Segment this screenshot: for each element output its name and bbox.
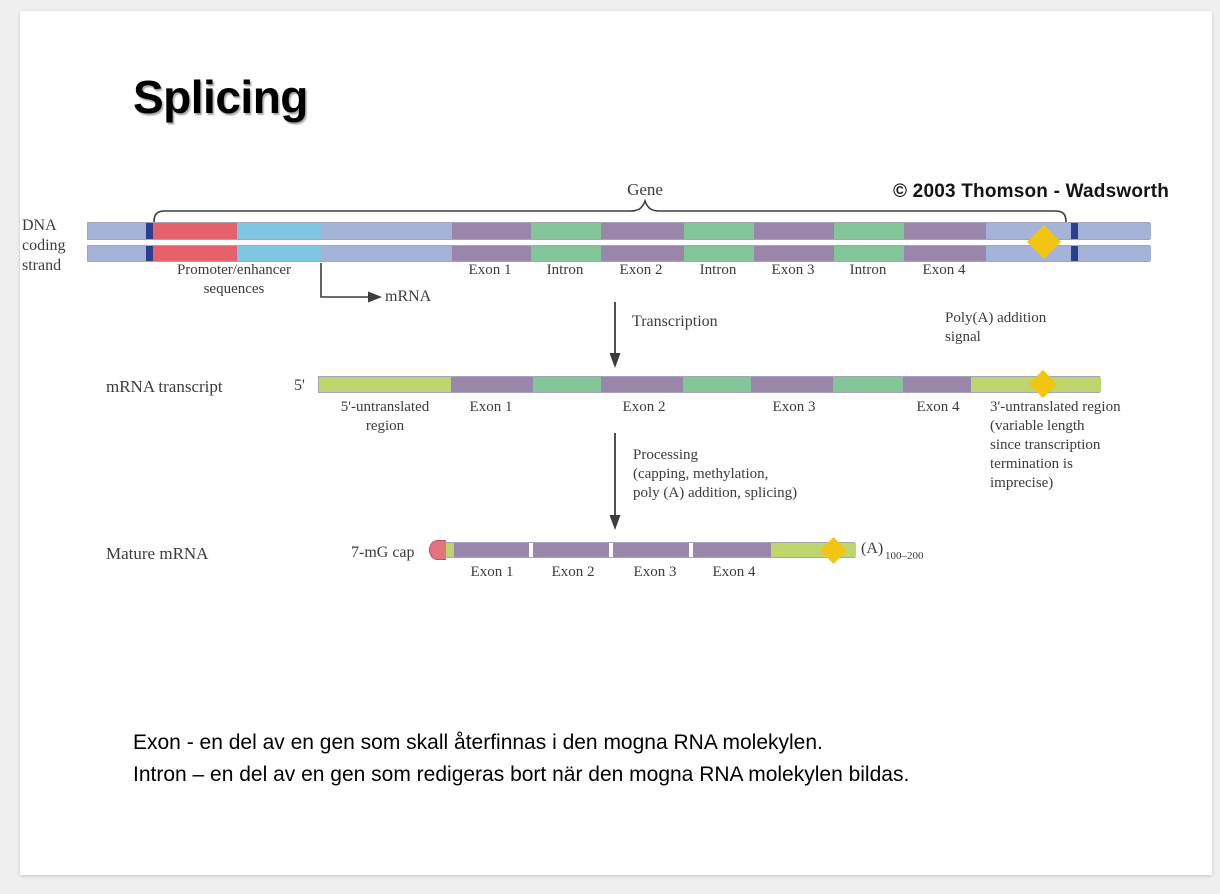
- seven-mg-cap-label: 7-mG cap: [351, 544, 415, 561]
- segment-purple: [904, 223, 986, 239]
- mrna-exon4-label: Exon 4: [916, 399, 960, 415]
- polya-signal-label-line2: signal: [945, 329, 981, 345]
- segment-cyan: [237, 246, 322, 261]
- segment-green: [834, 246, 904, 261]
- segment-purple: [533, 543, 609, 557]
- segment-purple: [751, 377, 833, 392]
- slide-title: Splicing: [133, 71, 308, 123]
- utr3-label-line4: termination is: [990, 456, 1073, 472]
- segment-periwinkle: [1078, 246, 1151, 261]
- segment-darkblue: [1071, 246, 1078, 261]
- promoter-label-line1: Promoter/enhancer: [176, 262, 292, 278]
- segment-periwinkle: [322, 246, 452, 261]
- segment-cyan: [237, 223, 322, 239]
- segment-green: [531, 246, 601, 261]
- mature-exon2-label: Exon 2: [551, 564, 595, 580]
- mature-exon4-label: Exon 4: [712, 564, 756, 580]
- five-prime-label: 5': [294, 377, 305, 394]
- segment-green: [684, 223, 754, 239]
- copyright: © 2003 Thomson - Wadsworth: [893, 181, 1170, 202]
- polya-tail-label: (A): [861, 540, 884, 557]
- mature-mrna-label: Mature mRNA: [106, 544, 209, 563]
- polya-signal-label-line1: Poly(A) addition: [945, 310, 1047, 326]
- dna-exon2-label: Exon 2: [619, 262, 663, 278]
- transcription-label: Transcription: [632, 313, 718, 330]
- segment-purple: [452, 223, 531, 239]
- segment-darkblue: [146, 246, 153, 261]
- mrna-exon2-label: Exon 2: [622, 399, 666, 415]
- segment-yellowgreen: [319, 377, 451, 392]
- segment-periwinkle: [88, 223, 146, 239]
- mrna-transcript-bar: [318, 376, 1100, 393]
- polya-tail-subscript: 100–200: [885, 550, 924, 562]
- segment-purple: [452, 246, 531, 261]
- segment-purple: [904, 246, 986, 261]
- dna-intron3-label: Intron: [849, 262, 887, 278]
- utr5-label-line2: region: [365, 418, 405, 434]
- segment-red: [153, 246, 237, 261]
- segment-green: [684, 246, 754, 261]
- promoter-label-line2: sequences: [203, 281, 265, 297]
- dna-coding-strand-line3: strand: [22, 257, 62, 274]
- utr3-label-line5: imprecise): [990, 475, 1054, 491]
- utr3-label-line2: (variable length: [990, 418, 1085, 434]
- segment-purple: [613, 543, 689, 557]
- mrna-arrow-label: mRNA: [385, 288, 432, 305]
- segment-yellowgreen: [445, 543, 454, 557]
- segment-purple: [693, 543, 771, 557]
- processing-label-line3: poly (A) addition, splicing): [633, 485, 798, 501]
- segment-purple: [454, 543, 529, 557]
- mrna-transcript-label: mRNA transcript: [106, 377, 223, 396]
- dna-coding-strand-line2: coding: [22, 237, 66, 254]
- segment-green: [834, 223, 904, 239]
- segment-periwinkle: [986, 246, 1071, 261]
- definition-notes: [133, 727, 909, 791]
- processing-label-line2: (capping, methylation,: [633, 466, 769, 482]
- segment-purple: [754, 223, 834, 239]
- segment-purple: [601, 246, 684, 261]
- segment-periwinkle: [88, 246, 146, 261]
- dna-intron1-label: Intron: [546, 262, 584, 278]
- processing-label-line1: Processing: [633, 447, 698, 463]
- segment-purple: [601, 223, 684, 239]
- segment-purple: [451, 377, 533, 392]
- utr5-label-line1: 5'-untranslated: [340, 399, 430, 415]
- utr3-label-line3: since transcription: [990, 437, 1101, 453]
- dna-exon1-label: Exon 1: [468, 262, 512, 278]
- mature-mrna-bar: [444, 542, 855, 558]
- segment-green: [531, 223, 601, 239]
- segment-red: [153, 223, 237, 239]
- gene-label: Gene: [627, 180, 663, 199]
- segment-green: [683, 377, 751, 392]
- polya-signal-diamond-mrna: [1029, 370, 1057, 398]
- segment-purple: [601, 377, 683, 392]
- dna-intron2-label: Intron: [699, 262, 737, 278]
- segment-periwinkle: [322, 223, 452, 239]
- dna-strand-bottom-bar: [87, 245, 1150, 262]
- dna-exon4-label: Exon 4: [922, 262, 966, 278]
- mrna-exon1-label: Exon 1: [469, 399, 513, 415]
- exon-definition: Exon - en del av en gen som skall återfinnas i den mogna RNA molekylen.: [133, 731, 823, 754]
- dna-strand-top-bar: [87, 222, 1150, 240]
- segment-darkblue: [1071, 223, 1078, 239]
- segment-green: [533, 377, 601, 392]
- segment-periwinkle: [1078, 223, 1151, 239]
- utr3-label-line1: 3'-untranslated region: [990, 399, 1121, 415]
- dna-exon3-label: Exon 3: [771, 262, 815, 278]
- segment-darkblue: [146, 223, 153, 239]
- intron-definition: Intron – en del av en gen som redigeras bort när den mogna RNA molekylen bildas.: [133, 763, 910, 786]
- segment-purple: [903, 377, 971, 392]
- mature-exon3-label: Exon 3: [633, 564, 677, 580]
- segment-green: [833, 377, 903, 392]
- segment-periwinkle: [986, 223, 1071, 239]
- polya-tail-diamond-mature: [820, 537, 847, 564]
- mrna-exon3-label: Exon 3: [772, 399, 816, 415]
- mature-exon1-label: Exon 1: [470, 564, 514, 580]
- segment-purple: [754, 246, 834, 261]
- seven-mg-cap-shape: [429, 540, 446, 560]
- dna-coding-strand-line1: DNA: [22, 217, 57, 234]
